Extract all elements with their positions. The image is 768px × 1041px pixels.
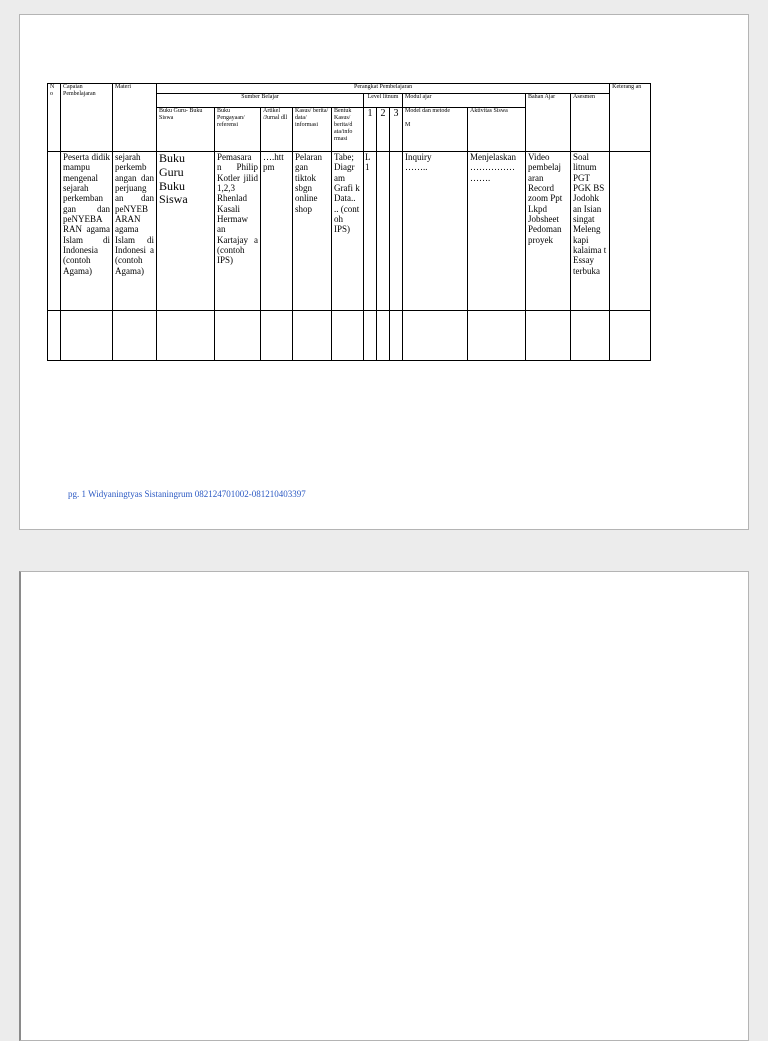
cell-aktivitas	[468, 152, 526, 311]
table-row	[48, 311, 651, 361]
header-level-3: 3	[390, 108, 403, 152]
cell-pengayaan: Pemasara n Philip Kotler jilid 1,2,3 Rhenlad Kasali Hermaw an Kartajay a (contoh IPS)	[215, 152, 261, 311]
document-page-1	[19, 14, 749, 530]
learning-plan-table	[47, 83, 651, 361]
header-buku-pengayaan: Buku Pengayaan/ referensi	[215, 108, 261, 152]
cell-kasus: Pelaran gan tiktok sbgn online shop	[293, 152, 332, 311]
header-artikel: Artikel /Jurnal dll	[261, 108, 293, 152]
header-keterangan: Keterang an	[610, 84, 651, 152]
cell-level: L 1	[364, 152, 377, 311]
header-asesmen: Asesmen	[571, 94, 610, 152]
header-model-metode-label: Model dan metode	[405, 108, 450, 114]
cell-aktivitas-dots: ………………….	[470, 162, 515, 183]
cell-model-text: Inquiry	[405, 152, 432, 162]
table-row	[48, 152, 651, 311]
header-model-metode	[403, 108, 468, 152]
cell-aktivitas-text: Menjelaskan	[470, 152, 516, 162]
header-buku-guru: Buku Guru- Buku Siswa	[157, 108, 215, 152]
header-modul-ajar: Modul ajar	[403, 94, 526, 108]
header-perangkat: Perangkat Pembelajaran	[157, 84, 610, 94]
cell-keterangan	[610, 152, 651, 311]
header-level-litnum: Level litnum	[364, 94, 403, 108]
cell-model-dots: ……..	[405, 162, 428, 173]
header-aktivitas: Aktivitas Siswa	[468, 108, 526, 152]
header-kasus: Kasus/ berita/ data/ informasi	[293, 108, 332, 152]
cell-artikel: ….htt pm	[261, 152, 293, 311]
cell-bentuk: Tabe; Diagr am Grafi k Data.. .. (cont oh IPS)	[332, 152, 364, 311]
header-bentuk-kasus: Bentuk Kasus/ berita/d ata/info rmasi	[332, 108, 364, 152]
cell-no	[48, 152, 61, 311]
cell-level-2	[377, 152, 390, 311]
cell-asesmen: Soal litnum PGT PGK BS Jodohk an Isian singat Meleng kapi kalaima t Essay terbuka	[571, 152, 610, 311]
header-model-m: M	[405, 121, 411, 128]
cell-buku: Buku Guru Buku Siswa	[157, 152, 215, 311]
header-capaian: Capaian Pembelajaran	[61, 84, 113, 152]
document-page-2	[19, 571, 749, 1041]
header-sumber-belajar: Sumber Belajar	[157, 94, 364, 108]
header-materi: Materi	[113, 84, 157, 152]
header-bahan-ajar: Bahan Ajar	[526, 94, 571, 152]
header-no: N o	[48, 84, 61, 152]
cell-model	[403, 152, 468, 311]
cell-capaian: Peserta didik mampu mengenal sejarah perkemban gan dan peNYEBA RAN agama Islam di Indonesia (contoh Agama)	[61, 152, 113, 311]
header-level-1: 1	[364, 108, 377, 152]
page-footer: pg. 1 Widyaningtyas Sistaningrum 082124701002-081210403397	[68, 489, 306, 499]
cell-bahan-ajar: Video pembelaj aran Record zoom Ppt Lkpd Jobsheet Pedoman proyek	[526, 152, 571, 311]
cell-materi: sejarah perkemb angan dan perjuang an dan peNYEB ARAN agama Islam di Indonesi a (contoh Agama)	[113, 152, 157, 311]
cell-level-3	[390, 152, 403, 311]
header-level-2: 2	[377, 108, 390, 152]
